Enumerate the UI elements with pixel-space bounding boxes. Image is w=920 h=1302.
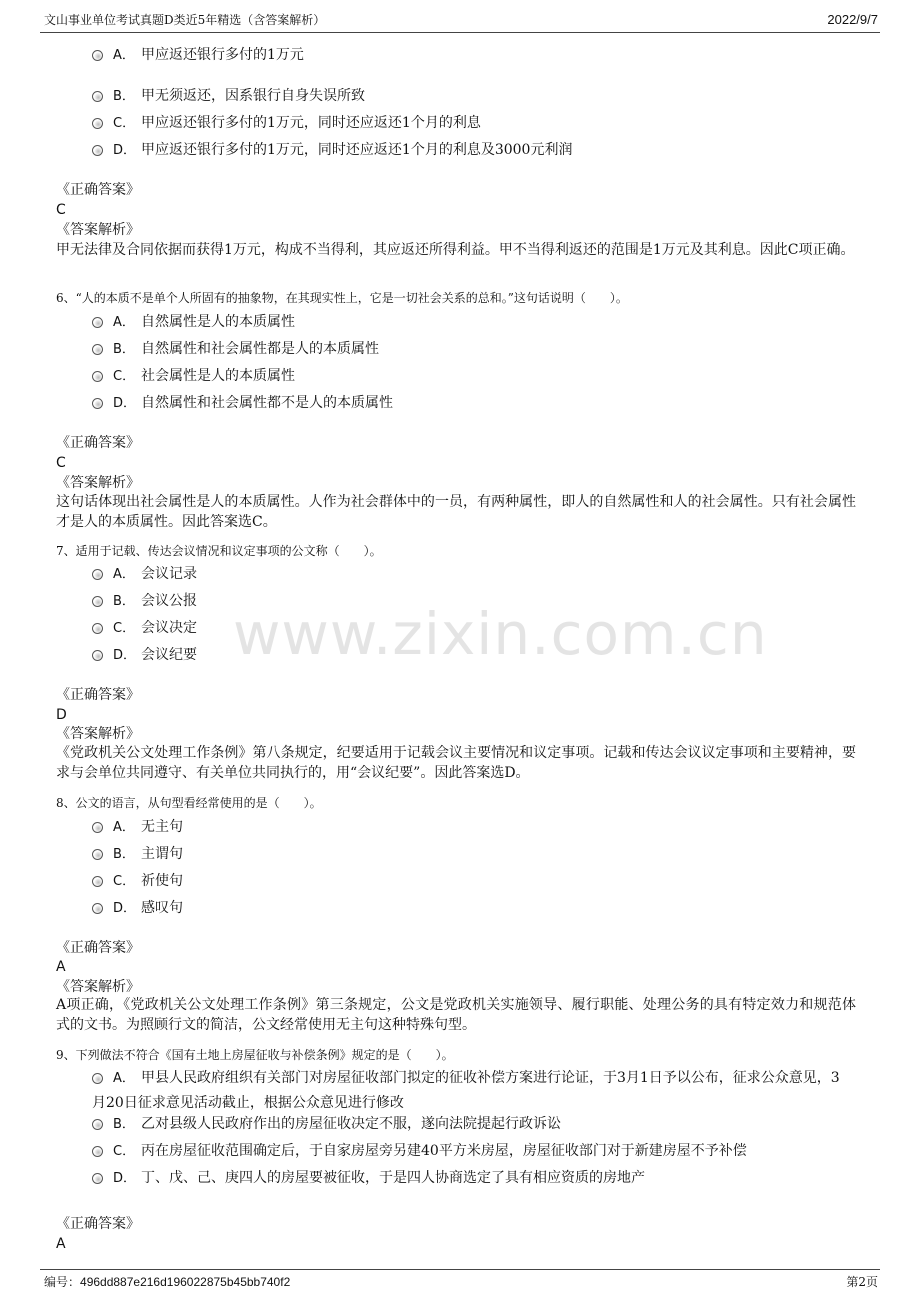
- radio-icon[interactable]: [92, 822, 103, 833]
- q5-answer: C: [56, 202, 66, 218]
- q6-option-a[interactable]: A． 自然属性是人的本质属性: [92, 309, 862, 336]
- correct-answer-label: 《正确答案》: [56, 1216, 140, 1232]
- q8-option-d[interactable]: D． 感叹句: [92, 895, 862, 922]
- q6-answer: C: [56, 455, 66, 471]
- radio-icon[interactable]: [92, 1146, 103, 1157]
- correct-answer-label: 《正确答案》: [56, 182, 140, 198]
- q8-analysis: A项正确，《党政机关公文处理工作条例》第三条规定，公文是党政机关实施领导、履行职能、处理公务的具有特定效力和规范体式的文书。为照顾行文的简洁，公文经常使用无主句这种特殊句型。: [56, 997, 856, 1033]
- radio-icon[interactable]: [92, 1119, 103, 1130]
- q7-option-b[interactable]: B． 会议公报: [92, 588, 862, 615]
- radio-icon[interactable]: [92, 317, 103, 328]
- document-date: 2022/9/7: [827, 12, 878, 27]
- radio-icon[interactable]: [92, 1073, 103, 1084]
- q7-answer: D: [56, 707, 67, 723]
- radio-icon[interactable]: [92, 849, 103, 860]
- page-number: 第2页: [846, 1275, 878, 1289]
- document-title: 文山事业单位考试真题D类近5年精选（含答案解析）: [44, 13, 326, 27]
- q9-answer: A: [56, 1236, 66, 1252]
- q9-option-b[interactable]: B． 乙对县级人民政府作出的房屋征收决定不服，遂向法院提起行政诉讼: [92, 1111, 862, 1138]
- radio-icon[interactable]: [92, 118, 103, 129]
- radio-icon[interactable]: [92, 371, 103, 382]
- q6-option-c[interactable]: C． 社会属性是人的本质属性: [92, 363, 862, 390]
- q8-answer: A: [56, 959, 66, 975]
- document-code: 编号：496dd887e216d196022875b45bb740f2: [44, 1275, 291, 1289]
- q5-option-a[interactable]: A． 甲应返还银行多付的1万元: [92, 42, 862, 69]
- q7-option-c[interactable]: C． 会议决定: [92, 615, 862, 642]
- radio-icon[interactable]: [92, 91, 103, 102]
- page-header: [40, 10, 880, 33]
- q6-question: 6、“人的本质不是单个人所固有的抽象物，在其现实性上，它是一切社会关系的总和。”这句话说明（ ）。: [56, 291, 628, 305]
- radio-icon[interactable]: [92, 1173, 103, 1184]
- q7-option-d[interactable]: D． 会议纪要: [92, 642, 862, 669]
- radio-icon[interactable]: [92, 398, 103, 409]
- correct-answer-label: 《正确答案》: [56, 687, 140, 703]
- q5-option-b[interactable]: B． 甲无须返还，因系银行自身失误所致: [92, 83, 862, 110]
- q6-option-d[interactable]: D． 自然属性和社会属性都不是人的本质属性: [92, 390, 862, 417]
- q8-option-a[interactable]: A． 无主句: [92, 814, 862, 841]
- q5-analysis: 甲无法律及合同依据而获得1万元，构成不当得利，其应返还所得利益。甲不当得利返还的范围是1万元及其利息。因此C项正确。: [56, 242, 855, 258]
- q7-question: 7、适用于记载、传达会议情况和议定事项的公文称（ ）。: [56, 544, 382, 558]
- q6-option-b[interactable]: B． 自然属性和社会属性都是人的本质属性: [92, 336, 862, 363]
- radio-icon[interactable]: [92, 623, 103, 634]
- radio-icon[interactable]: [92, 650, 103, 661]
- radio-icon[interactable]: [92, 903, 103, 914]
- q8-option-c[interactable]: C． 祈使句: [92, 868, 862, 895]
- correct-answer-label: 《正确答案》: [56, 435, 140, 451]
- radio-icon[interactable]: [92, 596, 103, 607]
- q8-option-b[interactable]: B． 主谓句: [92, 841, 862, 868]
- page-footer: [40, 1269, 880, 1294]
- radio-icon[interactable]: [92, 50, 103, 61]
- analysis-label: 《答案解析》: [56, 979, 140, 995]
- q5-option-c[interactable]: C． 甲应返还银行多付的1万元，同时还应返还1个月的利息: [92, 110, 862, 137]
- q7-option-a[interactable]: A． 会议记录: [92, 561, 862, 588]
- radio-icon[interactable]: [92, 145, 103, 156]
- q8-question: 8、公文的语言，从句型看经常使用的是（ ）。: [56, 796, 322, 810]
- q7-analysis: 《党政机关公文处理工作条例》第八条规定，纪要适用于记载会议主要情况和议定事项。记载和传达会议议定事项和主要精神，要求与会单位共同遵守、有关单位共同执行的，用“会议纪要”。因此答案选D。: [56, 745, 856, 781]
- analysis-label: 《答案解析》: [56, 726, 140, 742]
- radio-icon[interactable]: [92, 569, 103, 580]
- radio-icon[interactable]: [92, 876, 103, 887]
- q5-option-d[interactable]: D． 甲应返还银行多付的1万元，同时还应返还1个月的利息及3000元利润: [92, 137, 862, 164]
- q9-option-a[interactable]: A． 甲县人民政府组织有关部门对房屋征收部门拟定的征收补偿方案进行论证，于3月1日予以公布，征求公众意见，3月20日征求意见活动截止，根据公众意见进行修改: [92, 1070, 840, 1111]
- watermark: www.zixin.com.cn: [233, 600, 768, 668]
- q9-question: 9、下列做法不符合《国有土地上房屋征收与补偿条例》规定的是（ ）。: [56, 1048, 454, 1062]
- q9-option-d[interactable]: D． 丁、戊、己、庚四人的房屋要被征收，于是四人协商选定了具有相应资质的房地产: [92, 1165, 862, 1192]
- analysis-label: 《答案解析》: [56, 475, 140, 491]
- radio-icon[interactable]: [92, 344, 103, 355]
- analysis-label: 《答案解析》: [56, 222, 140, 238]
- correct-answer-label: 《正确答案》: [56, 940, 140, 956]
- q9-option-c[interactable]: C． 丙在房屋征收范围确定后，于自家房屋旁另建40平方米房屋，房屋征收部门对于新建房屋不予补偿: [92, 1138, 862, 1165]
- q6-analysis: 这句话体现出社会属性是人的本质属性。人作为社会群体中的一员，有两种属性，即人的自然属性和人的社会属性。只有社会属性才是人的本质属性。因此答案选C。: [56, 494, 856, 530]
